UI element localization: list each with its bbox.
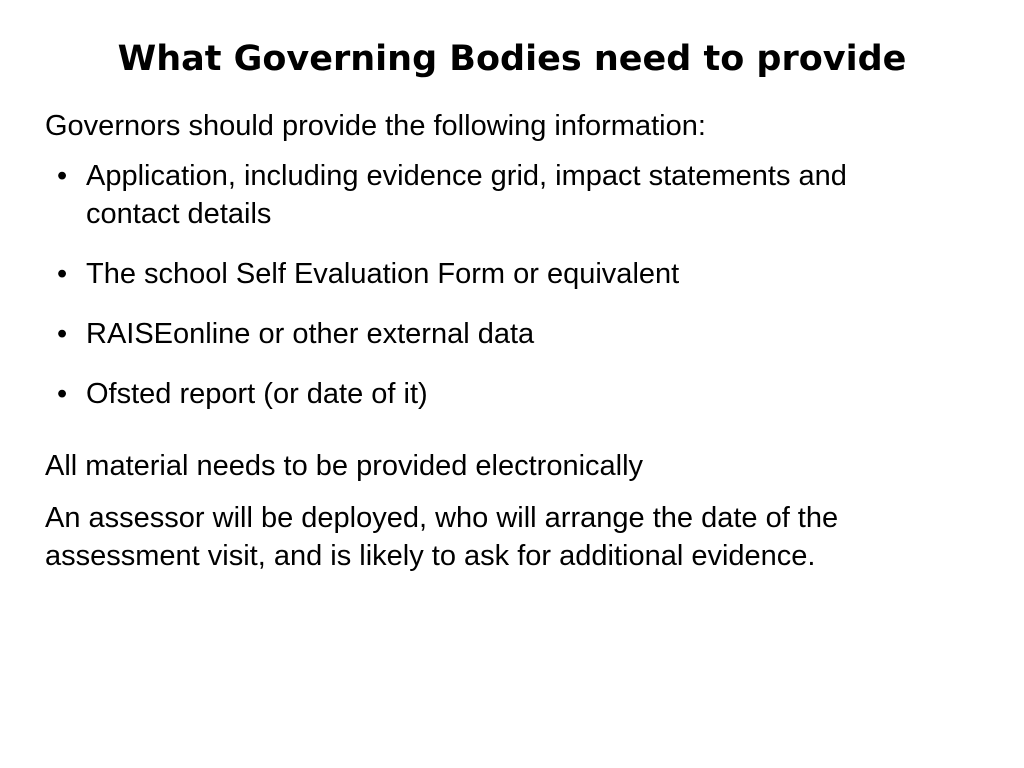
bullet-icon: • [57,318,68,350]
bullet-text: Ofsted report (or date of it) [86,378,428,410]
list-item [45,255,926,293]
bullet-text: Application, including evidence grid, impact statements and contact details [86,160,847,230]
bullet-icon: • [57,160,68,192]
list-item [45,157,926,233]
bullet-icon: • [57,258,68,290]
assessor-note: An assessor will be deployed, who will arrange the date of the assessment visit, and is likely to ask for additional evidence. [45,502,839,572]
slide-body [45,107,995,589]
bullet-text: The school Self Evaluation Form or equivalent [86,258,680,290]
electronic-note: All material needs to be provided electronically [45,450,644,482]
bullet-icon: • [57,378,68,410]
list-item [45,375,926,413]
list-item [45,315,926,353]
intro-text: Governors should provide the following information: [45,110,706,142]
slide-title: What Governing Bodies need to provide [117,39,907,79]
bullet-list [45,157,995,413]
bullet-text: RAISEonline or other external data [86,318,535,350]
